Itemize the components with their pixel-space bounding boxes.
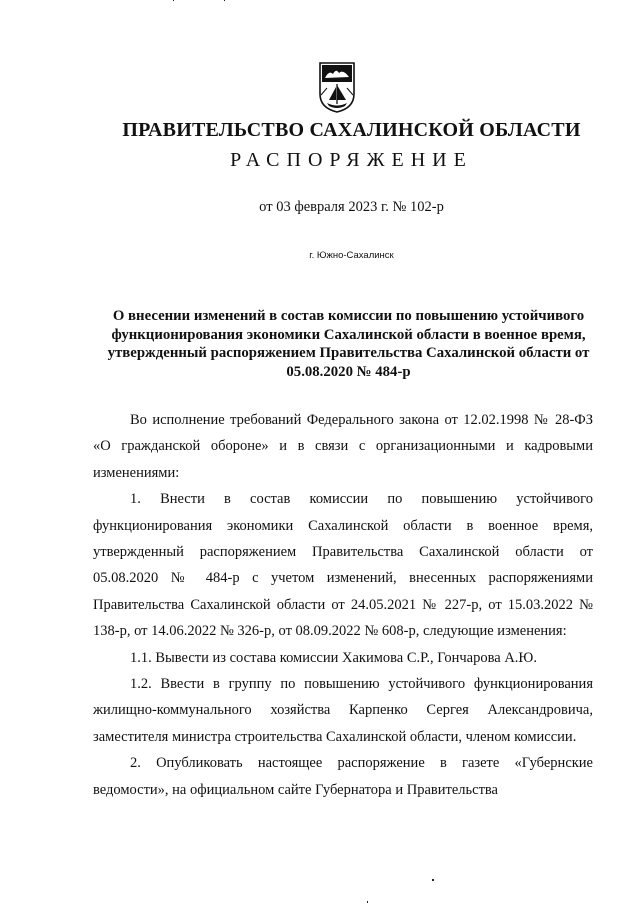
document-city: г. Южно-Сахалинск: [309, 250, 394, 261]
organization-title: ПРАВИТЕЛЬСТВО САХАЛИНСКОЙ ОБЛАСТИ: [122, 119, 581, 141]
heading-line: О внесении изменений в состав комиссии по повышению устойчивого: [112, 308, 585, 324]
document-type: РАСПОРЯЖЕНИЕ: [230, 149, 473, 171]
scan-artifact: [367, 901, 368, 903]
scan-artifact: [173, 0, 174, 1]
heading-line: 05.08.2020 № 484-р: [286, 363, 411, 380]
item-1-paragraph: 1. Внести в состав комиссии по повышению устойчивого функционирования экономики Сахалинской области в военное время, утвержденный распоряжением Правительства Сахалинской области от 05.08.2020 № 484-р с учетом изменений, внесенных распоряжениями Правительства Сахалинской области от 24.05.2021 № 227-р, от 15.03.2022 № 138-р, от 14.06.2022 № 326-р, от 08.09.2022 № 608-р, следующие изменения:: [93, 491, 593, 640]
document-heading: [96, 307, 601, 381]
coat-of-arms-emblem: [317, 60, 357, 114]
scan-artifact: [432, 879, 434, 881]
heading-line: утвержденный распоряжением Правительства Сахалинской области от: [107, 345, 590, 361]
document-body: [93, 407, 593, 803]
scan-artifact: [224, 0, 225, 1]
item-1-1-paragraph: 1.1. Вывести из состава комиссии Хакимова С.Р., Гончарова А.Ю.: [130, 649, 537, 666]
item-1-2-paragraph: 1.2. Ввести в группу по повышению устойчивого функционирования жилищно-коммунального хозяйства Карпенко Сергея Александровича, заместителя министра строительства Сахалинской области, членом комиссии.: [93, 676, 593, 745]
document-date-number: от 03 февраля 2023 г. № 102-р: [259, 199, 444, 215]
item-2-paragraph: 2. Опубликовать настоящее распоряжение в газете «Губернские ведомости», на официальном сайте Губернатора и Правительства: [93, 755, 593, 798]
heading-line: функционирования экономики Сахалинской области в военное время,: [111, 326, 586, 343]
intro-paragraph: Во исполнение требований Федерального закона от 12.02.1998 № 28-ФЗ «О гражданской обороне» и в связи с организационными и кадровыми изменениями:: [93, 412, 593, 481]
